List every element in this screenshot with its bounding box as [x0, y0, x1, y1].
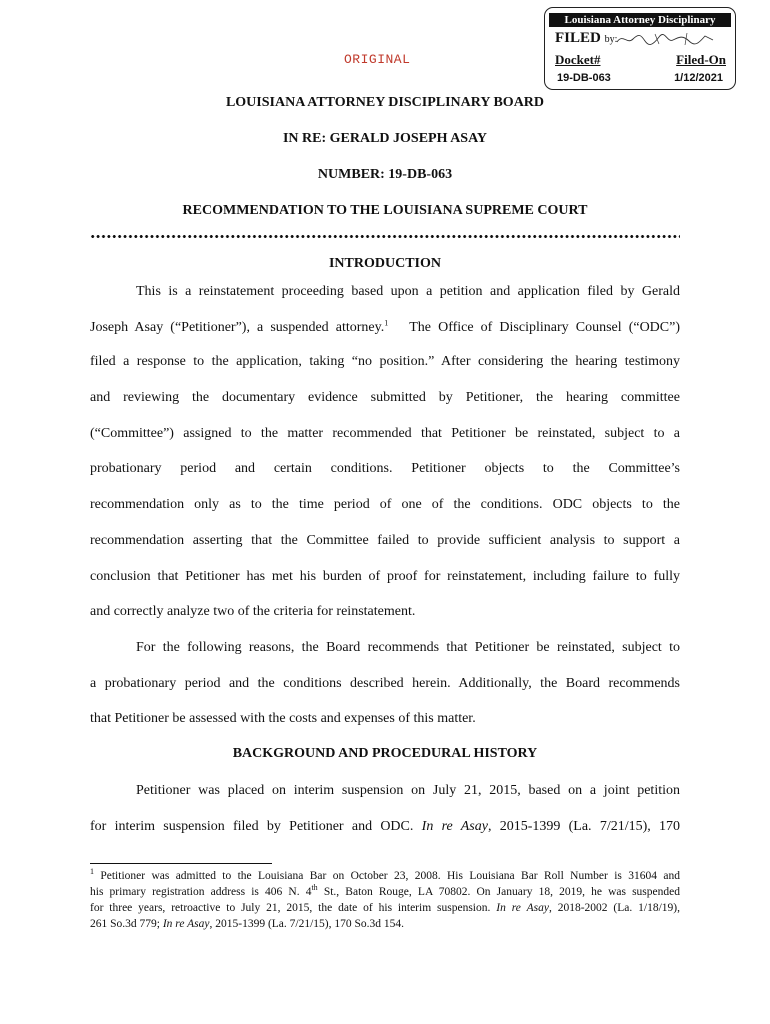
footnote-line-1: [90, 867, 680, 882]
intro-line-8: recommendation asserting that the Committee failed to provide sufficient analysis to support a: [90, 533, 680, 548]
footnote-line-2b: St., Baton Rouge, LA 70802. On January 18, 2019, he was suspended: [317, 886, 680, 898]
introduction-heading: INTRODUCTION: [328, 256, 441, 271]
case-number: NUMBER: 19-DB-063: [317, 167, 453, 182]
intro-line-5: (“Committee”) assigned to the matter recommended that Petitioner be reinstated, subject to a: [90, 426, 680, 441]
stamp-filed-text: FILED: [555, 30, 601, 46]
background-line-1: Petitioner was placed on interim suspension on July 21, 2015, based on a joint petition: [136, 783, 680, 798]
intro-line-1: This is a reinstatement proceeding based upon a petition and application filed by Gerald: [136, 284, 680, 299]
stamp-filed-on-label: Filed-On: [676, 52, 726, 67]
case-title: IN RE: GERALD JOSEPH ASAY: [282, 131, 488, 146]
footnote-line-1-text: Petitioner was admitted to the Louisiana Bar on October 23, 2008. His Louisiana Bar Roll Number is 31604 and: [94, 870, 680, 882]
para2-line-3: that Petitioner be assessed with the costs and expenses of this matter.: [90, 711, 476, 726]
original-watermark: ORIGINAL: [344, 52, 411, 67]
intro-line-9: conclusion that Petitioner has met his burden of proof for reinstatement, including failure to fully: [90, 569, 680, 584]
stamp-filed-label: [555, 30, 617, 47]
intro-line-3: filed a response to the application, taking “no position.” After considering the hearing testimony: [90, 354, 680, 369]
footnote-citation-2: In re Asay: [162, 918, 210, 930]
para2-line-1: For the following reasons, the Board recommends that Petitioner be reinstated, subject to: [136, 640, 680, 655]
footnote-mark: 1: [90, 867, 94, 877]
footnote-line-4c: , 2015-1399 (La. 7/21/15), 170 So.3d 154.: [209, 918, 405, 930]
board-title: LOUISIANA ATTORNEY DISCIPLINARY BOARD: [225, 95, 545, 110]
stamp-board-name: Louisiana Attorney Disciplinary Board: [549, 13, 731, 27]
intro-line-7: recommendation only as to the time period of one of the conditions. ODC objects to the: [90, 497, 680, 512]
stamp-docket-label: Docket#: [555, 52, 601, 67]
footnote-citation-1: In re Asay: [496, 902, 549, 914]
stamp-docket-value: 19-DB-063: [557, 72, 611, 84]
intro-line-2b: The Office of Disciplinary Counsel (“ODC”): [409, 320, 681, 335]
footnote-rule: [90, 863, 272, 864]
stamp-by-text: by:: [604, 34, 618, 45]
footnote-line-4: [90, 918, 680, 930]
footnote-line-2: [90, 883, 680, 898]
background-line-2: [90, 819, 680, 835]
background-line-2c: , 2015-1399 (La. 7/21/15), 170: [487, 819, 681, 834]
intro-line-4: and reviewing the documentary evidence submitted by Petitioner, the hearing committee: [90, 390, 680, 405]
footnote-line-4a: 261 So.3d 779;: [90, 918, 163, 930]
footnote-line-2a: his primary registration address is 406 N. 4: [90, 886, 312, 898]
stamp-filed-on-value: 1/12/2021: [674, 72, 723, 84]
dotted-divider: [90, 234, 680, 239]
intro-line-6: probationary period and certain conditions. Petitioner objects to the Committee’s: [90, 461, 680, 476]
footnote-line-3: [90, 902, 680, 914]
document-title: RECOMMENDATION TO THE LOUISIANA SUPREME COURT: [182, 203, 588, 218]
para2-line-2: a probationary period and the conditions described herein. Additionally, the Board recommends: [90, 676, 680, 691]
filing-stamp: [544, 7, 736, 90]
background-line-2a: for interim suspension filed by Petitioner and ODC.: [90, 819, 422, 834]
intro-line-2: [90, 320, 680, 336]
intro-line-10: and correctly analyze two of the criteria for reinstatement.: [90, 604, 416, 619]
intro-line-2a: Joseph Asay (“Petitioner”), a suspended attorney.: [90, 320, 385, 335]
case-citation: In re Asay: [421, 819, 488, 834]
footnote-line-3a: for three years, retroactive to July 21, 2015, the date of his interim suspension.: [90, 902, 497, 914]
background-heading: BACKGROUND AND PROCEDURAL HISTORY: [232, 746, 538, 761]
footnote-ordinal: th: [311, 883, 318, 893]
footnote-ref: 1: [384, 318, 389, 328]
footnote-line-3c: , 2018-2002 (La. 1/18/19),: [548, 902, 681, 914]
signature-image: [615, 31, 715, 47]
